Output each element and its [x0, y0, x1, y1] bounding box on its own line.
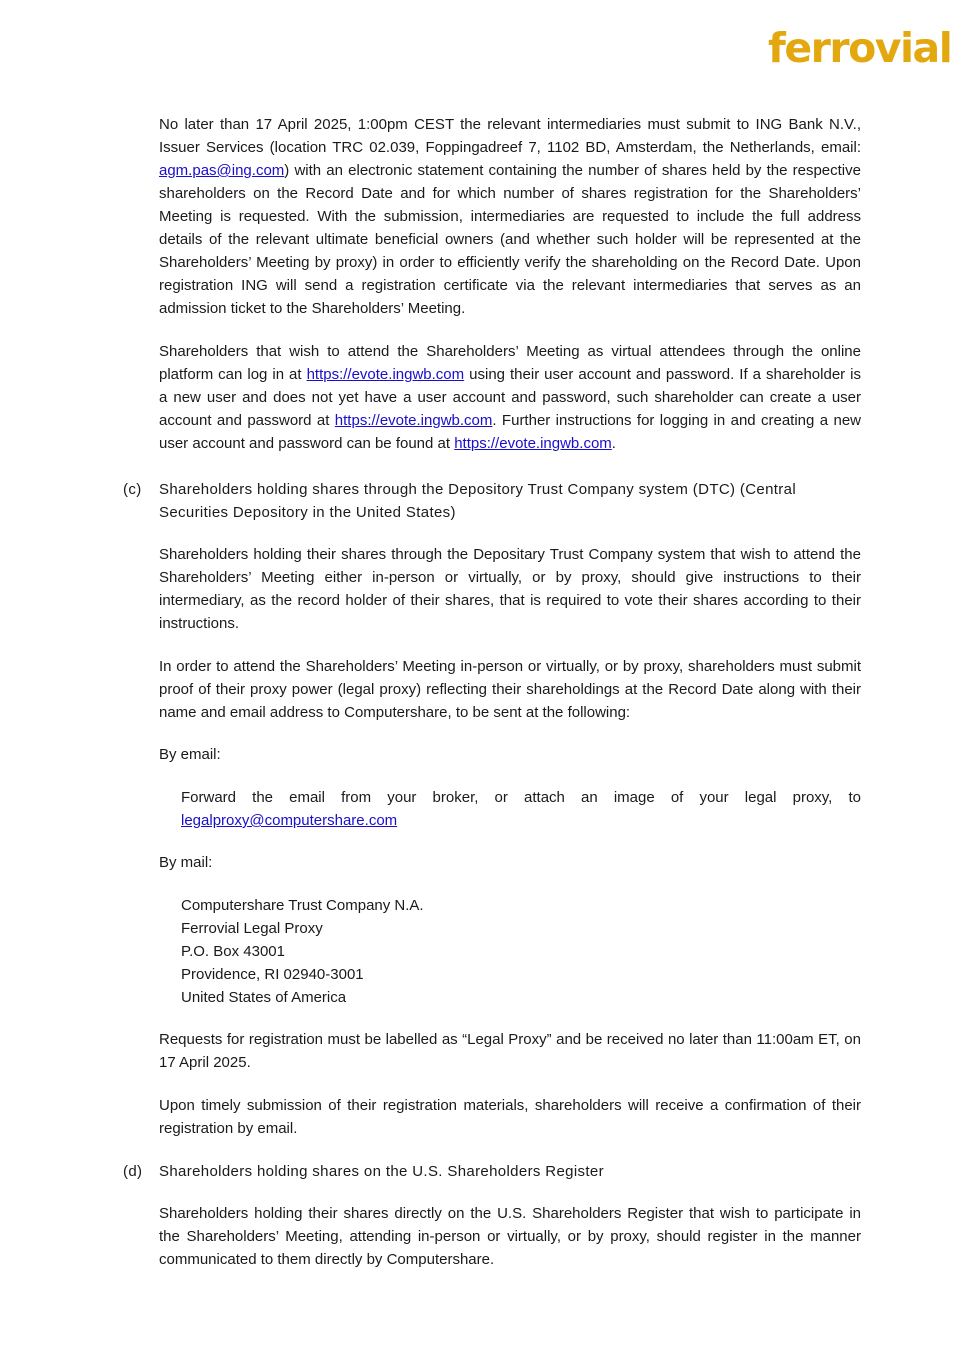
section-d-heading: Shareholders holding shares on the U.S. Shareholders Register — [159, 1163, 604, 1180]
ing-email-link[interactable]: agm.pas@ing.com — [159, 162, 285, 179]
p2-text-2: using their user account and password. If a shareholder is a new user and does not yet have a user account and password, such shareholder can create a user account and password at — [159, 366, 861, 429]
address-line: Providence, RI 02940-3001 — [181, 966, 364, 983]
p1-pre: No later than 17 April 2025, 1:00pm CEST the relevant intermediaries must submit to ING Bank N.V., Issuer Services (location TRC 02.039, Foppingadreef 7, 1102 BD, Amsterdam, the Netherlands, email: — [159, 116, 861, 156]
p2-text-4: . — [611, 435, 616, 452]
section-d-marker: (d) — [123, 1163, 143, 1180]
email-instruction — [181, 786, 861, 832]
section-c-paragraph-2: In order to attend the Shareholders’ Meeting in-person or virtually, or by proxy, shareholders must submit proof of their proxy power (legal proxy) reflecting their shareholdings at the Record Date along with their name and email address to Computershare, to be sent at the following: — [159, 658, 861, 721]
virtual-attendance-paragraph — [159, 340, 861, 455]
p1-post: ) with an electronic statement containing the number of shares held by the respective shareholders on the Record Date and for which number of shares registration for the Shareholders’ Meeting is requested. With the submission, intermediaries are requested to include the full address details of the relevant ultimate beneficial owners (and whether such holder will be represented at the Shareholders’ Meeting by proxy) in order to efficiently verify the shareholding on the Record Date. Upon registration ING will send a registration certificate via the relevant intermediaries that serves as an admission ticket to the Shareholders’ Meeting. — [159, 162, 861, 317]
legalproxy-email-link[interactable]: legalproxy@computershare.com — [181, 812, 398, 829]
ferrovial-logo: ferrovial — [768, 24, 952, 72]
address-line: United States of America — [181, 989, 347, 1006]
by-mail-label: By mail: — [159, 854, 213, 871]
section-c-paragraph-1: Shareholders holding their shares through the Depositary Trust Company system that wish to attend the Shareholders’ Meeting either in-person or virtually, or by proxy, should give instructions to their intermediary, as the record holder of their shares, that is required to vote their shares according to their instructions. — [159, 546, 861, 632]
mailing-address — [181, 894, 861, 1009]
address-line: Ferrovial Legal Proxy — [181, 920, 323, 937]
evote-link-2[interactable]: https://evote.ingwb.com — [334, 412, 493, 429]
address-line: P.O. Box 43001 — [181, 943, 285, 960]
email-instruction-text: Forward the email from your broker, or attach an image of your legal proxy, to — [181, 789, 861, 806]
registration-paragraph — [159, 113, 861, 320]
p2-text-1: Shareholders that wish to attend the Shareholders’ Meeting as virtual attendees through the online platform can log in at — [159, 343, 861, 383]
evote-link-3[interactable]: https://evote.ingwb.com — [454, 435, 612, 452]
section-d-paragraph-1: Shareholders holding their shares directly on the U.S. Shareholders Register that wish to participate in the Shareholders’ Meeting, attending in-person or virtually, or by proxy, should register in the manner communicated to them directly by Computershare. — [159, 1205, 861, 1268]
section-c-heading: Shareholders holding shares through the Depository Trust Company system (DTC) (Central Securities Depository in the United States) — [159, 481, 797, 521]
by-email-label: By email: — [159, 746, 221, 763]
evote-link-1[interactable]: https://evote.ingwb.com — [306, 366, 465, 383]
section-c-paragraph-3: Requests for registration must be labelled as “Legal Proxy” and be received no later than 11:00am ET, on 17 April 2025. — [159, 1031, 861, 1071]
p2-text-3: . Further instructions for logging in and creating a new user account and password can be found at — [159, 412, 861, 452]
section-c-paragraph-4: Upon timely submission of their registration materials, shareholders will receive a confirmation of their registration by email. — [159, 1097, 861, 1137]
section-c-marker: (c) — [123, 481, 142, 498]
address-line: Computershare Trust Company N.A. — [181, 897, 424, 914]
